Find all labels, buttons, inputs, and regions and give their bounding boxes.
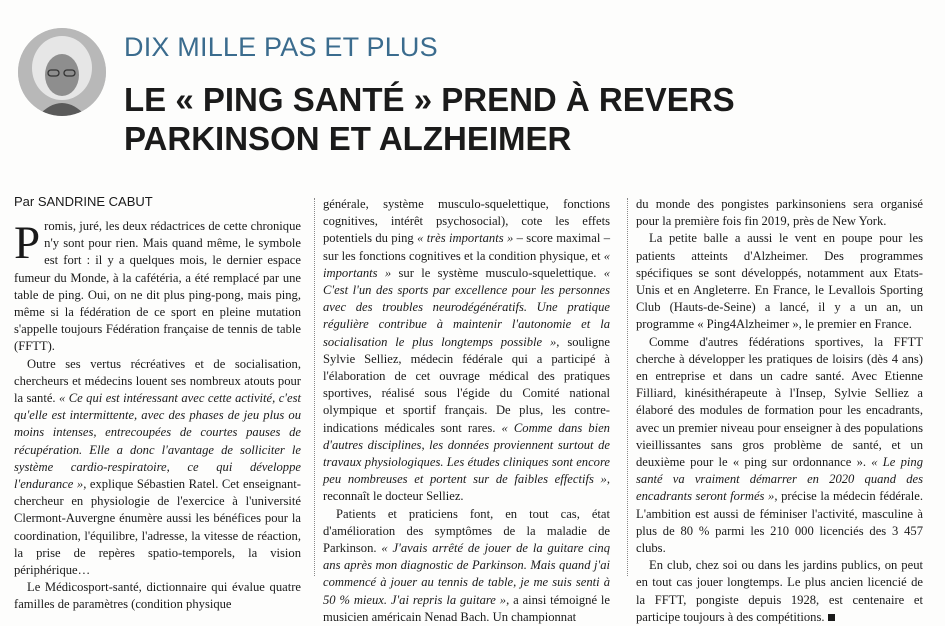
paragraph [636, 196, 923, 230]
paragraph-text: , précise la médecin fédérale. L'ambition est aussi de féminiser l'activité, masculine à plus de 80 % parmi les 210 000 licenciés des 3 457 clubs. [636, 489, 923, 556]
paragraph-text: , reconnaît le docteur Selliez. [323, 472, 610, 504]
section-kicker: DIX MILLE PAS ET PLUS [124, 32, 438, 62]
quote: « importants » [323, 248, 610, 280]
quote: « très importants » [417, 231, 514, 246]
byline: Par SANDRINE CABUT [14, 194, 153, 209]
end-of-article-icon [828, 614, 835, 621]
paragraph-text: du monde des pongistes parkinsoniens sera organisé pour la première fois fin 2019, près de New York. [636, 197, 923, 229]
paragraph-text: sur le système musculo-squelettique. [391, 265, 604, 280]
paragraph [14, 218, 301, 356]
column-divider [627, 198, 628, 576]
paragraph-text: En club, chez soi ou dans les jardins publics, on peut en tout cas jouer longtemps. Le plus ancien licencié de la FFTT, pongiste depuis 1928, est centenaire et participe toujours à des compétitions. [636, 558, 923, 624]
author-portrait-icon [18, 28, 106, 116]
quote: « J'avais arrêté de jouer de la guitare cinq ans après mon diagnostic de Parkinson. Mais quand j'ai commencé à jouer au tennis de table, je me suis senti à 50 % mieux. J'ai repris la guitare » [323, 541, 611, 607]
paragraph-text: générale, système musculo-squelettique, fonctions cognitives, intérêt psychosocial), cote les effets potentiels du ping [323, 197, 610, 246]
paragraph-text: La petite balle a aussi le vent en poupe pour les patients atteints d'Alzheimer. Des programmes spécifiques se sont développés, notamment aux Etats-Unis et en Angleterre. En France, le Levallois Sporting Club (Hauts-de-Seine) a lancé, il y a un an, un programme « Ping4Alzheimer », le premier en France. [636, 231, 923, 332]
paragraph-text: , a ainsi témoigné le musicien américain Nenad Bach. Un championnat [323, 592, 610, 624]
quote: « Le ping santé va vraiment démarrer en 2020 quand des encadrants seront formés » [636, 455, 923, 504]
paragraph [323, 506, 610, 626]
quote: « C'est l'un des sports par excellence pour les personnes avec des troubles neurodégénératifs. Une pratique régulière contribue à maintenir l'autonomie et la socialisation le plus longtemps possible » [323, 265, 611, 349]
headline [124, 80, 735, 158]
quote: « Comme dans bien d'autres disciplines, les données proviennent surtout de travaux physiologiques. Les études cliniques sont encore peu nombreuses et portent sur de faibles effectifs » [323, 420, 610, 487]
headline-line-1: LE « PING SANTÉ » PREND À REVERS [124, 81, 735, 118]
paragraph [14, 356, 301, 580]
paragraph-text: Comme d'autres fédérations sportives, la FFTT cherche à développer les pratiques de loisirs (dès 4 ans) en entreprise et dans un cadre santé. Avec Etienne Filliard, kinésithérapeute à l'Insep, Sylvie Selliez a élaboré des modules de formation pour les encadrants, avec un premier niveau pour enseigner à des populations vieillissantes sans gros problème de santé, et un deuxième pour le « ping sur ordonnance ». [636, 334, 923, 470]
paragraph [323, 196, 610, 506]
paragraph-text: Outre ses vertus récréatives et de socialisation, chercheurs et médecins louent ses nombreux atouts pour la santé. [14, 356, 301, 406]
drop-cap: P [14, 217, 41, 269]
paragraph-text: – score maximal – sur les fonctions cognitives et la condition physique, et [323, 231, 610, 263]
headline-line-2: PARKINSON ET ALZHEIMER [124, 120, 572, 157]
paragraph-text: , explique Sébastien Ratel. Cet enseignant-chercheur en physiologie de l'exercice à l'université Clermont-Auvergne énumère aussi les bénéfices pour la coordination, l'équilibre, l'adresse, la vitesse de réaction, la prise de repères spatio-temporels, la vision périphérique… [14, 477, 301, 578]
author-photo [18, 28, 106, 116]
column-divider [314, 198, 315, 576]
column-1 [14, 218, 301, 614]
paragraph-text: , souligne Sylvie Selliez, médecin fédérale qui a participé à l'élaboration de cet ouvrage médical des pratiques sportives, réalisé sous l'égide du Comité national olympique et sportif français. De plus, les contre-indications médicales sont rares. [323, 334, 610, 435]
quote: « Ce qui est intéressant avec cette activité, c'est qu'elle est intermittente, avec des phases de jeu plus ou moins intenses, entrecoupées de courtes pauses de récupération. Elle a donc l'avantage de solliciter le système cardio-respiratoire, ce qui développe l'endurance » [14, 391, 301, 492]
column-3 [636, 196, 923, 626]
column-2 [323, 196, 610, 626]
paragraph-text: Patients et praticiens font, en tout cas, état d'amélioration des symptômes de la maladie de Parkinson. [323, 506, 610, 556]
paragraph [636, 557, 923, 626]
paragraph [636, 230, 923, 333]
paragraph-text: Le Médicosport-santé, dictionnaire qui évalue quatre familles de paramètres (condition physique [14, 580, 301, 612]
paragraph [14, 579, 301, 613]
paragraph [636, 334, 923, 558]
paragraph-text: romis, juré, les deux rédactrices de cette chronique n'y sont pour rien. Mais quand même, le symbole est fort : il y a quelques mois, le dernier espace fumeur du Monde, à la cafétéria, a été remplacé par une table de ping. Oui, on ne dit plus ping-pong, mais ping, même si la fédération de ce sport en pleine mutation s'appelle toujours Fédération française de tennis de table (FFTT). [14, 219, 301, 354]
